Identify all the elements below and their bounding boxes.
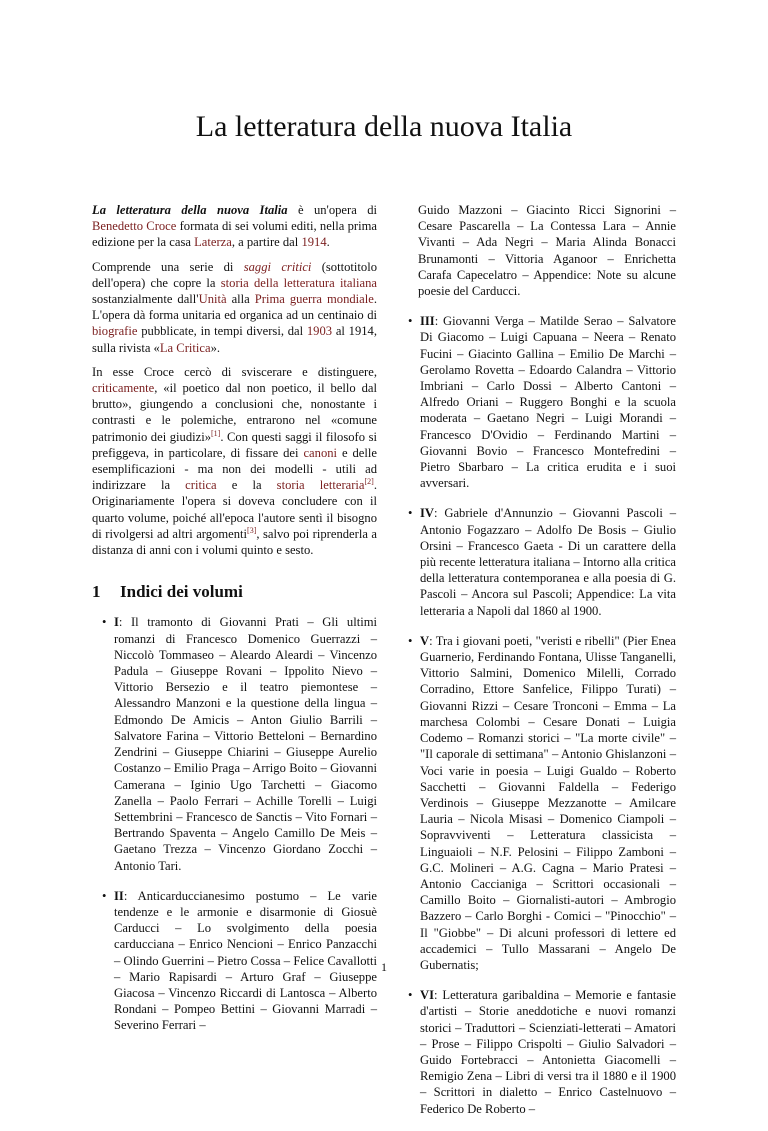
volume-label: I [114,615,119,630]
link-criticamente[interactable]: criticamente [92,381,155,396]
left-column [92,202,377,1048]
link-canoni[interactable]: canoni [303,445,338,460]
text: , «il poetico dal non poetico, il bello dal brutto», giungendo a conclusioni che, nonostante i contrasti e le polemiche, entrarono nel «comune patrimonio dei giudizi» [92,381,377,444]
volume-item-6 [398,987,676,1117]
volume-label: VI [420,988,434,1003]
intro-paragraph-1 [92,202,377,251]
link-storia-letteratura[interactable]: storia della letteratura italiana [220,275,377,290]
text: e la [216,478,277,493]
text: pubblicate, in tempi diversi, dal [137,324,307,339]
link-unita[interactable]: Unità [198,292,227,307]
footnote-ref-2[interactable]: [2] [364,477,374,487]
link-saggi-critici[interactable]: saggi critici [243,259,312,274]
bullet-icon: • [102,888,107,903]
text: (sottotitolo dell'opera) che copre la [92,259,377,290]
bullet-icon: • [408,506,413,521]
work-title: La letteratura della nuova Italia [92,203,288,217]
link-1914[interactable]: 1914 [301,235,327,250]
link-storia-letteraria[interactable]: storia letteraria [276,478,365,493]
text: sostanzialmente dall' [92,292,199,307]
volume-label: IV [420,506,434,521]
volume-item-1 [92,614,377,873]
section-title: Indici dei volumi [120,582,243,602]
volume-contents: : Tra i giovani poeti, "veristi e ribelli" (Pier Enea Guarnerio, Ferdinando Fontana, Ulisse Tanganelli, Vittorio Salmini, Domenico Milelli, Corrado Corradino, Ettore Sanfelice, Filippo Turati) – Giovanni Rizzi – Cesare Tronconi – Emma – La marchesa Colombi – Cesare Donati – Luigia Codemo – Romanzi storici – "La morte civile" – "Il caporale di settimana" – Antonio Ghislanzoni – Voci varie in poesia – Luigi Gualdo – Roberto Sacchetti – Giovanni Faldella – Federigo Verdinois – Giuseppe Mezzanotte – Amilcare Lauria – Nicola Misasi – Domenico Ciampoli – Sopravviventi – Letteratura classicista – Linguaioli – N.F. Pelosini – Filippo Zamboni – G.C. Molineri – A.G. Cagna – Mario Pratesi – Antonio Caccianiga – Scrittori occasionali – Camillo Boito – Giornalisti-autori – Ambrogio Bazzero – Carlo Borghi - Comici – "Pinocchio" – Il "Giobbe" – Di alcuni professori di lettere ed accademici – Tullo Massarani – Angelo De Gubernatis; [420,633,676,972]
text: formata di sei volumi editi, nella prima edizione per la casa [92,219,377,250]
volume-contents: : Anticarduccianesimo postumo – Le varie tendenze e le armonie e disarmonie di Giosuè Carducci – Lo svolgimento della poesia carducciana – Enrico Nencioni – Enrico Panzacchi – Olindo Guerrini – Pietro Cossa – Felice Cavallotti – Mario Rapisardi – Arturo Graf – Giuseppe Giacosa – Vincenzo Riccardi di Lantosca – Alberto Rondani – Pompeo Bettini – Giovanni Marradi – Severino Ferrari – [114,888,377,1033]
link-laterza[interactable]: Laterza [194,235,232,250]
text: . Con questi saggi il filosofo si prefiggeva, in particolare, di fissare dei [92,429,377,460]
link-critica[interactable]: critica [185,478,217,493]
volume-label: III [420,314,435,329]
text: ». [210,340,221,355]
link-biografie[interactable]: biografie [92,324,138,339]
intro-paragraph-2 [92,259,377,356]
bullet-icon: • [102,615,107,630]
bullet-icon: • [408,988,413,1003]
text: . Originariamente l'opera si doveva concludere con il quarto volume, poiché all'epoca l'autore sentì il bisogno di rivolgersi ad altri argomenti [92,478,377,541]
link-la-critica[interactable]: La Critica [159,340,211,355]
volume-contents: : Gabriele d'Annunzio – Giovanni Pascoli – Antonio Fogazzaro – Adolfo De Bosis – Giulio Orsini – Francesco Gaeta - Di un carattere della più recente letteratura italiana – Intorno alla critica della letteratura contemporanea e alla poesia di G. Pascoli – Ancora sul Pascoli; Appendice: La vita letteraria a Napoli dal 1860 al 1900. [420,506,676,618]
section-number: 1 [92,582,101,602]
text: al 1914, sulla rivista « [92,324,377,355]
text: . [326,235,330,250]
text: . L'opera dà forma unitaria ed organica ad un centinaio di [92,292,377,323]
footnote-ref-1[interactable]: [1] [211,428,221,438]
volume-item-5 [398,633,676,973]
link-benedetto-croce[interactable]: Benedetto Croce [92,219,177,234]
page-number: 1 [381,960,387,974]
link-1903[interactable]: 1903 [306,324,333,339]
footnote-ref-3[interactable]: [3] [247,525,257,535]
text: In esse Croce cercò di sviscerare e distinguere, [92,364,377,379]
bullet-icon: • [408,314,413,329]
section-heading [92,584,377,600]
text: , a partire dal [231,235,302,250]
text: , salvo poi riprenderla a distanza di anni con i volumi quinto e sesto. [92,526,378,558]
bullet-icon: • [408,633,413,648]
volume-contents: : Letteratura garibaldina – Memorie e fantasie d'artisti – Storie aneddotiche e nuovi romanzi storici – Traduttori – Scienziati-letterati – Amatori – Prose – Filippo Crispolti – Giulio Salvadori – Guido Fortebracci – Antonietta Giacomelli – Remigio Zena – Libri di versi tra il 1880 e il 1900 – Scrittori in dialetto – Enrico Castelnuovo – Federico De Roberto – [420,988,676,1116]
volume-contents: : Il tramonto di Giovanni Prati – Gli ultimi romanzi di Francesco Domenico Guerrazzi – Niccolò Tommaseo – Aleardo Aleardi – Vincenzo Padula – Giuseppe Rovani – Ippolito Nievo – Vittorio Bersezio e il teatro piemontese – Alessandro Manzoni e la questione della lingua – Edmondo De Amicis – Anton Giulio Barrili – Salvatore Farina – Vittorio Betteloni – Bernardino Zendrini – Giuseppe Chiarini – Giuseppe Aurelio Costanzo – Emilio Praga – Arrigo Boito – Giovanni Camerana – Iginio Ugo Tarchetti – Giacomo Zanella – Paolo Ferrari – Achille Torelli – Luigi Settembrini – Francesco de Sanctis – Vito Fornari – Bertrando Spaventa – Angelo Camillo De Meis – Gaetano Trezza – Vincenzo Giordano Zocchi – Antonio Tari. [114,615,377,873]
right-column [398,202,676,1131]
text: Comprende una serie di [92,259,244,274]
volume-2-continuation: Guido Mazzoni – Giacinto Ricci Signorini – Cesare Pascarella – La Contessa Lara – Annie Vivanti – Ada Negri – Maria Alinda Bonacci Brunamonti – Vittoria Aganoor – Enrichetta Carafa Capecelatro – Appendice: Note su alcune poesie del Carducci. [418,203,676,299]
volume-contents: : Giovanni Verga – Matilde Serao – Salvatore Di Giacomo – Luigi Capuana – Neera – Renato Fucini – Giacinto Gallina – Emilio De Marchi – Gerolamo Rovetta – Edoardo Calandra – Vittorio Imbriani – Carlo Dossi – Alberto Cantoni – Alfredo Oriani – Ruggero Bonghi e la scuola moderata – Gaetano Negri – Luigi Morandi – Francesco D'Ovidio – Ferdinando Martini – Giovanni Bovio – Francesco Montefredini – Pietro Sbarbaro – La critica erudita e i suoi avversari. [420,314,676,491]
page-title: La letteratura della nuova Italia [195,110,573,143]
volume-label: V [420,633,430,648]
text: alla [226,292,255,307]
text: e delle esemplificazioni - ma non dei modelli - utili ad indirizzare la [92,445,377,493]
link-prima-guerra-mondiale[interactable]: Prima guerra mondiale [254,292,374,307]
text: è un'opera di [287,203,377,217]
volume-list-continued [398,313,676,1117]
intro-paragraph-3 [92,364,377,558]
volume-label: II [114,888,124,903]
volume-item-3 [398,313,676,491]
volume-item-4 [398,505,676,618]
